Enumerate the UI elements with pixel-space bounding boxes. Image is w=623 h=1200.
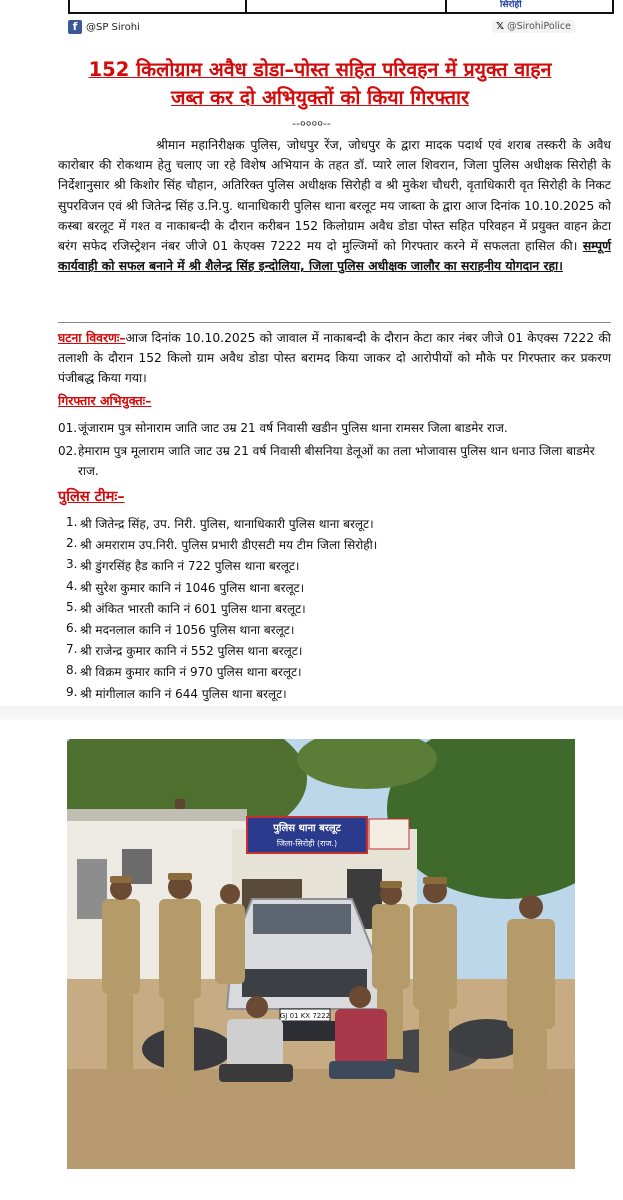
team-member-text: श्री अंकित भारती कानि नं 601 पुलिस थाना बरलूट। — [80, 601, 306, 616]
arrested-heading: गिरफ्तार अभियुक्तः– — [58, 393, 152, 408]
team-member-number: 2. — [66, 536, 78, 551]
team-member-text: श्री अमराराम उप.निरी. पुलिस प्रभारी डीएसटी मय टीम जिला सिरोही। — [80, 538, 378, 553]
table-cell-text: सिरोही — [500, 0, 522, 10]
incident-label: घटना विवरणः– — [58, 331, 126, 345]
table-divider — [445, 0, 447, 12]
team-member-number: 1. — [66, 515, 78, 529]
intro-paragraph — [58, 135, 611, 276]
team-member-text: श्री राजेन्द्र कुमार कानि नं 552 पुलिस थाना बरलूट। — [80, 644, 303, 659]
team-member — [66, 557, 377, 578]
x-handle — [492, 20, 575, 33]
team-member-number: 6. — [66, 620, 78, 635]
team-member — [66, 515, 377, 536]
team-member — [66, 685, 377, 706]
team-member-text: श्री विक्रम कुमार कानि नं 970 पुलिस थाना बरलूट। — [80, 665, 302, 680]
accused-text: जूंजाराम पुत्र सोनाराम जाति जाट उम्र 21 वर्ष निवासी खडीन पुलिस थाना रामसर जिला बाडमेर राज. — [78, 421, 508, 435]
team-member — [66, 642, 377, 663]
accused-number: 02. — [58, 444, 78, 458]
team-member-text: श्री सुरेश कुमार कानि नं 1046 पुलिस थाना बरलूट। — [80, 580, 305, 595]
station-sign-text: पुलिस थाना बरलूट — [273, 823, 341, 834]
accused-text: हेमाराम पुत्र मूलाराम जाति जाट उम्र 21 वर्ष निवासी बीसनिया डेलूओं का तला भोजावास पुलिस थान धनाउ जिला बाडमेर राज. — [78, 444, 595, 478]
team-member-number: 8. — [66, 663, 78, 678]
team-member — [66, 536, 377, 557]
page-divider — [0, 706, 623, 720]
incident-text: आज दिनांक 10.10.2025 को जावाल में नाकाबन्दी के दौरान केटा कार नंबर जीजे 01 केएक्स 7222 की तलाशी के दौरान 152 किलो ग्राम अवैध डोडा पोस्त बरामद किया जाकर दो आरोपीयों को मौके पर गिरफ्तार कर प्रकरण पंजीबद्ध किया गया। — [58, 331, 611, 386]
team-member — [66, 621, 377, 642]
vehicle-plate-text: GJ 01 KX 7222 — [279, 1012, 331, 1020]
intro-bold-text: सम्पूर्ण कार्यवाही को सफल बनाने में श्री शैलेन्द्र सिंह इन्दोलिया, जिला पुलिस अधीक्षक जालौर का सराहनीय योगदान रहा। — [58, 239, 611, 274]
facebook-handle — [68, 20, 140, 34]
x-handle-text: @SirohiPolice — [507, 21, 571, 32]
team-member-text: श्री जितेन्द्र सिंह, उप. निरी. पुलिस, थानाधिकारी पुलिस थाना बरलूट। — [80, 517, 374, 531]
headline-line-2: जब्त कर दो अभियुक्तों को किया गिरफ्तार — [171, 86, 469, 109]
accused-item — [58, 418, 611, 438]
team-member-text: श्री मांगीलाल कानि नं 644 पुलिस थाना बरलूट। — [80, 686, 287, 701]
team-member — [66, 663, 377, 684]
team-member-number: 9. — [66, 684, 78, 699]
facebook-icon: f — [68, 20, 82, 34]
headline-line-1: 152 किलोग्राम अवैध डोडा–पोस्त सहित परिवहन में प्रयुक्त वाहन — [88, 58, 552, 81]
accused-item — [58, 441, 611, 481]
team-member — [66, 600, 377, 621]
team-list — [66, 515, 377, 706]
facebook-handle-text: @SP Sirohi — [86, 21, 140, 33]
station-sign-subtext: जिला-सिरोही (राज.) — [276, 839, 338, 848]
team-member-number: 3. — [66, 557, 78, 572]
seizure-photo — [67, 739, 575, 1169]
ornament-divider: --००००-- — [292, 117, 331, 130]
accused-number: 01. — [58, 421, 78, 435]
team-member-number: 5. — [66, 599, 78, 614]
separator-line — [58, 322, 611, 323]
top-table-fragment — [68, 0, 614, 14]
team-heading: पुलिस टीमः– — [58, 489, 125, 505]
team-member-number: 7. — [66, 642, 78, 657]
x-logo-icon: 𝕏 — [496, 21, 505, 32]
team-member-number: 4. — [66, 578, 78, 593]
intro-text: श्रीमान महानिरीक्षक पुलिस, जोधपुर रेंज, जोधपुर के द्वारा मादक पदार्थ एवं शराब तस्करी के अवैध कारोबार की रोकथाम हेतु चलाए जा रहे विशेष अभियान के तहत डॉ. प्यारे लाल शिवरान, जिला पुलिस अधीक्षक सिरोही के निर्देशानुसार श्री किशोर सिंह चौहान, अतिरिक्त पुलिस अधीक्षक सिरोही व श्री मुकेश चौधरी, वृताधिकारी वृत सिरोही के निकट सुपरविजन एवं श्री जितेन्द्र सिंह उ.नि.पु. थानाधिकारी पुलिस थाना बरलूट मय जाब्ता के द्वारा आज दिनांक 10.10.2025 को कस्बा बरलूट में गश्त व नाकाबन्दी के दौरान करीबन 152 किलोग्राम अवैध डोडा पोस्त सहित परिवहन में प्रयुक्त वाहन क्रेटा बरंग सफेद रजिस्ट्रेशन नंबर जीजे 01 केएक्स 7222 मय दो मुल्जिमों को गिरफ्तार करने में सफलता हासिल की। — [58, 138, 611, 254]
seizure-photo-illustration — [67, 739, 575, 1169]
team-member — [66, 579, 377, 600]
incident-paragraph — [58, 328, 611, 389]
team-member-text: श्री मदनलाल कानि नं 1056 पुलिस थाना बरलूट। — [80, 622, 295, 637]
team-member-text: श्री डुंगरसिंह हैड कानि नं 722 पुलिस थाना बरलूट। — [80, 559, 300, 574]
table-divider — [245, 0, 247, 12]
